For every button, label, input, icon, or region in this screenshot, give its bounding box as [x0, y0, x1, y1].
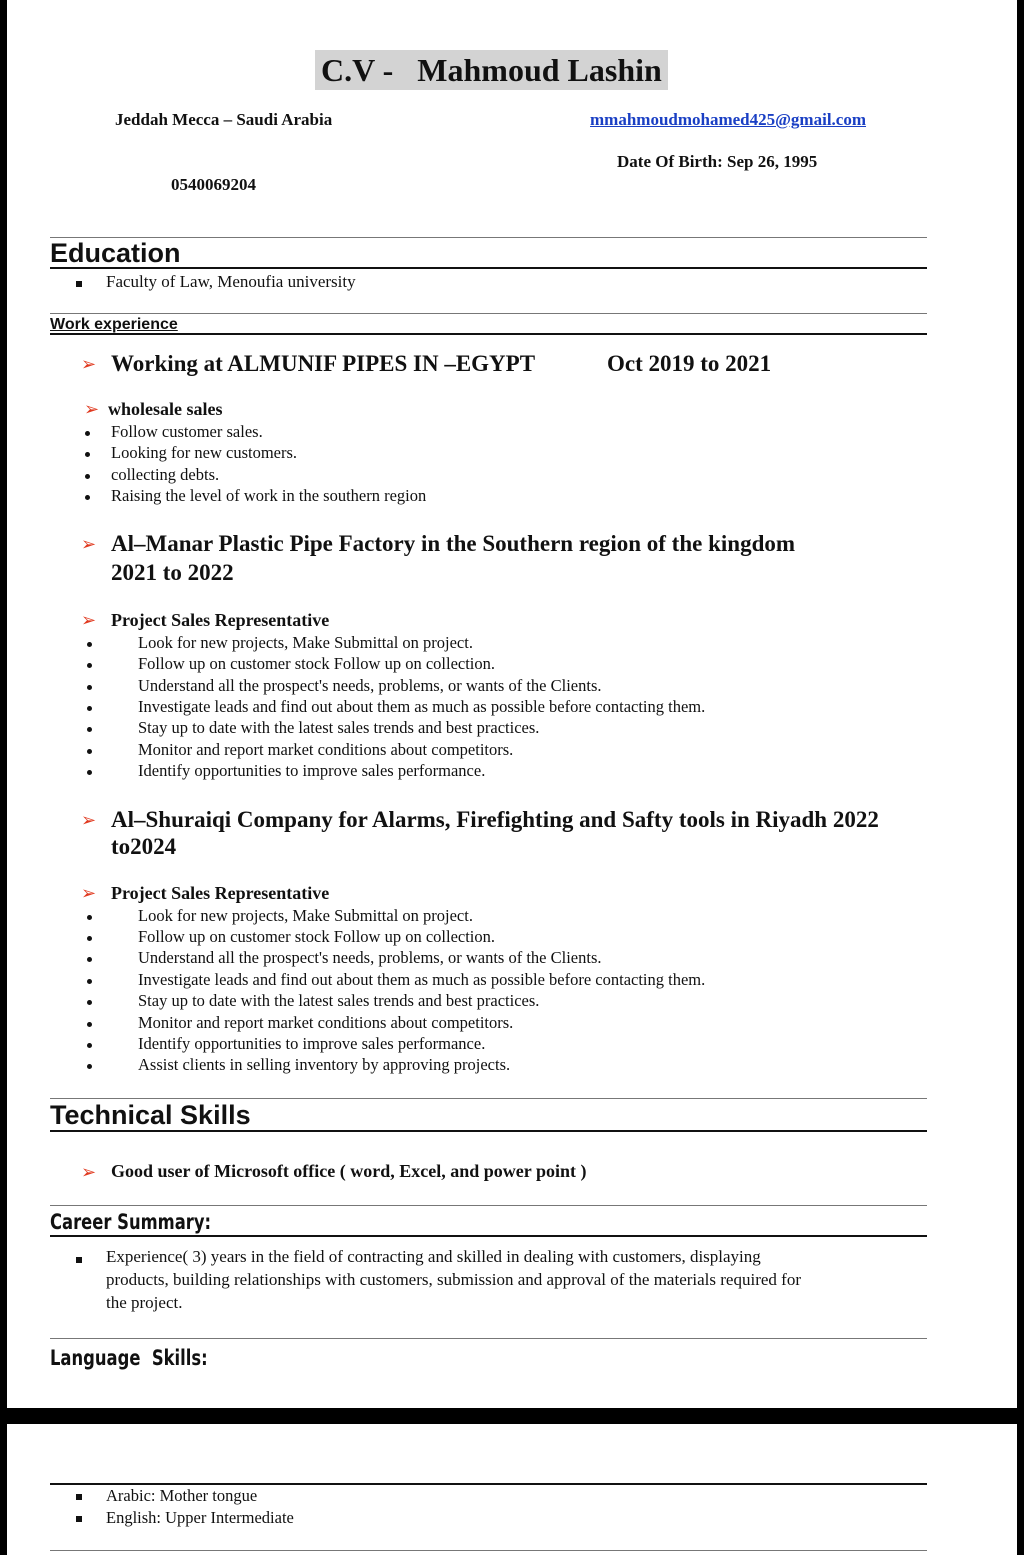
bullet-square-icon	[76, 281, 82, 287]
job2-title-line1: Al–Manar Plastic Pipe Factory in the Southern region of the kingdom	[111, 531, 796, 556]
divider	[50, 1098, 927, 1099]
bullet-square-icon	[76, 1257, 82, 1263]
job3-duty: Investigate leads and find out about them as much as possible before contacting them.	[138, 970, 706, 989]
bullet-dot-icon	[87, 706, 92, 711]
bullet-dot-icon	[87, 957, 92, 962]
arrow-bullet-icon: ➢	[81, 354, 97, 374]
divider	[50, 1483, 927, 1485]
job3-duty: Stay up to date with the latest sales trends and best practices.	[138, 991, 540, 1010]
job3-duty: Follow up on customer stock Follow up on collection.	[138, 927, 496, 946]
divider	[50, 1338, 927, 1339]
job2-duty: Identify opportunities to improve sales performance.	[138, 761, 486, 780]
job2-duty: Monitor and report market conditions about competitors.	[138, 740, 514, 759]
divider	[50, 1550, 927, 1551]
job3-title-line2: to2024	[111, 834, 177, 859]
job2-duty: Stay up to date with the latest sales trends and best practices.	[138, 718, 540, 737]
language-item: English: Upper Intermediate	[106, 1508, 294, 1527]
bullet-dot-icon	[87, 1022, 92, 1027]
bullet-square-icon	[76, 1494, 82, 1500]
bullet-dot-icon	[85, 495, 90, 500]
arrow-bullet-icon: ➢	[81, 1162, 97, 1182]
divider	[50, 1235, 927, 1237]
bullet-dot-icon	[87, 770, 92, 775]
job3-duty: Look for new projects, Make Submittal on project.	[138, 906, 473, 925]
cv-page-1	[7, 0, 1017, 1408]
job3-duty: Identify opportunities to improve sales performance.	[138, 1034, 486, 1053]
job1-duty: Follow customer sales.	[111, 422, 263, 441]
job1-title: Working at ALMUNIF PIPES IN –EGYPT	[111, 351, 536, 376]
languages-heading-word1: Language	[50, 1346, 141, 1370]
job3-duty: Assist clients in selling inventory by approving projects.	[138, 1055, 511, 1074]
arrow-bullet-icon: ➢	[81, 810, 97, 830]
language-item: Arabic: Mother tongue	[106, 1486, 258, 1505]
job3-title-line1: Al–Shuraiqi Company for Alarms, Firefighting and Safty tools in Riyadh 2022	[111, 807, 879, 832]
divider	[50, 267, 927, 269]
bullet-dot-icon	[87, 915, 92, 920]
bullet-dot-icon	[87, 727, 92, 732]
cv-title	[315, 50, 668, 90]
title-prefix: C.V -	[321, 52, 394, 88]
languages-heading-word2: Skills:	[151, 1346, 208, 1370]
divider	[50, 1205, 927, 1206]
divider	[50, 333, 927, 335]
cv-page-2	[7, 1424, 1017, 1555]
bullet-dot-icon	[87, 979, 92, 984]
arrow-bullet-icon: ➢	[81, 610, 97, 630]
bullet-dot-icon	[87, 1064, 92, 1069]
section-heading-career: Career Summary:	[50, 1210, 212, 1234]
bullet-dot-icon	[87, 642, 92, 647]
job2-duty: Investigate leads and find out about them as much as possible before contacting them.	[138, 697, 706, 716]
bullet-dot-icon	[87, 936, 92, 941]
divider	[50, 313, 927, 314]
job2-title-line2: 2021 to 2022	[111, 560, 234, 585]
arrow-bullet-icon: ➢	[81, 883, 97, 903]
section-heading-technical: Technical Skills	[50, 1100, 251, 1130]
bullet-dot-icon	[87, 749, 92, 754]
career-summary-line: Experience( 3) years in the field of contracting and skilled in dealing with customers, displaying	[106, 1247, 761, 1266]
candidate-name: Mahmoud Lashin	[417, 52, 662, 88]
job1-duty: collecting debts.	[111, 465, 220, 484]
divider	[50, 1130, 927, 1132]
bullet-dot-icon	[85, 431, 90, 436]
technical-skill: Good user of Microsoft office ( word, Excel, and power point )	[111, 1161, 587, 1181]
job2-duty: Look for new projects, Make Submittal on project.	[138, 633, 473, 652]
job1-duty: Raising the level of work in the southern region	[111, 486, 427, 505]
section-heading-education: Education	[50, 238, 181, 268]
bullet-square-icon	[76, 1516, 82, 1522]
arrow-bullet-icon: ➢	[81, 534, 97, 554]
job1-dates: Oct 2019 to 2021	[607, 351, 772, 376]
divider	[50, 237, 927, 238]
bullet-dot-icon	[85, 474, 90, 479]
career-summary-line: the project.	[106, 1293, 183, 1312]
job1-role: wholesale sales	[108, 399, 223, 419]
job2-role: Project Sales Representative	[111, 610, 330, 630]
date-of-birth: Date Of Birth: Sep 26, 1995	[617, 152, 818, 171]
section-heading-work: Work experience	[50, 316, 178, 333]
phone-number: 0540069204	[171, 175, 256, 194]
bullet-dot-icon	[87, 1043, 92, 1048]
job3-duty: Monitor and report market conditions about competitors.	[138, 1013, 514, 1032]
education-item: Faculty of Law, Menoufia university	[106, 272, 356, 291]
job2-duty: Follow up on customer stock Follow up on collection.	[138, 654, 496, 673]
bullet-dot-icon	[87, 685, 92, 690]
job3-role: Project Sales Representative	[111, 883, 330, 903]
bullet-dot-icon	[87, 1000, 92, 1005]
bullet-dot-icon	[85, 452, 90, 457]
job1-duty: Looking for new customers.	[111, 443, 298, 462]
arrow-bullet-icon: ➢	[84, 399, 100, 419]
email-link[interactable]: mmahmoudmohamed425@gmail.com	[590, 110, 867, 129]
career-summary-line: products, building relationships with customers, submission and approval of the materials required for	[106, 1270, 801, 1289]
section-heading-languages	[50, 1346, 208, 1370]
location: Jeddah Mecca – Saudi Arabia	[115, 110, 333, 129]
bullet-dot-icon	[87, 663, 92, 668]
job2-duty: Understand all the prospect's needs, problems, or wants of the Clients.	[138, 676, 602, 695]
job3-duty: Understand all the prospect's needs, problems, or wants of the Clients.	[138, 948, 602, 967]
